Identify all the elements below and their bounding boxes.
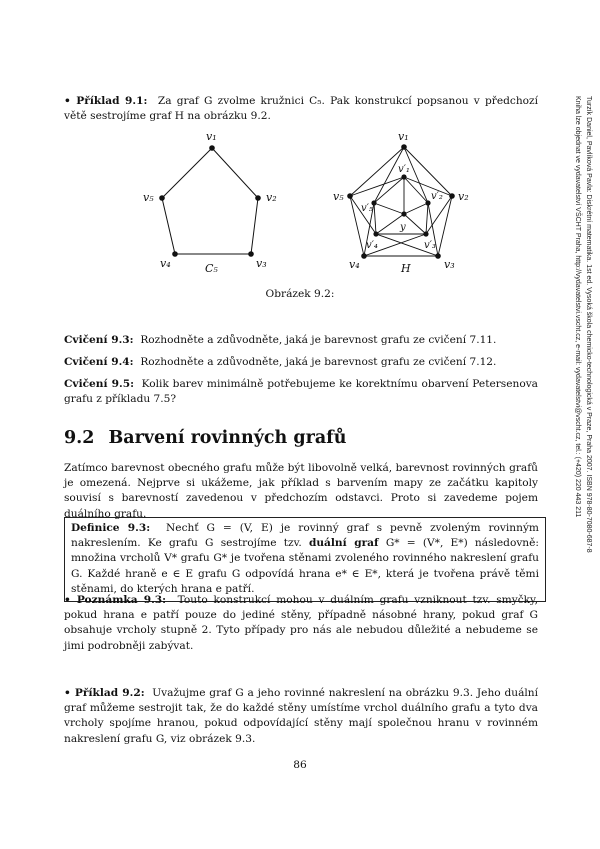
graph-c5 xyxy=(162,148,258,254)
h-vertex-y xyxy=(401,211,406,216)
h-label-y: y xyxy=(400,222,406,233)
c5-vertex-5 xyxy=(159,195,165,201)
h-graph-name: H xyxy=(401,262,411,275)
note-9-3 xyxy=(64,593,538,654)
c5-label-v4: v₄ xyxy=(160,257,171,270)
h-vertex-v5 xyxy=(347,193,353,199)
section-heading xyxy=(64,428,346,448)
example-9-2-text: Uvažujme graf G a jeho rovinné nakreslení na obrázku 9.3. Jeho duální graf můžeme sestrojit tak, že do každé stěny umístíme vrchol duálního grafu a tyto dva vrcholy spojíme hranou, pokud odpovídající stěny mají společnou hranu v rovinném nakreslení grafu G, viz obrázek 9.3. xyxy=(64,687,538,745)
note-heading: • Poznámka 9.3: xyxy=(64,594,167,606)
c5-label-v3: v₃ xyxy=(256,257,267,270)
c5-vertex-3 xyxy=(248,251,254,257)
h-vertex-v3-prime xyxy=(423,231,428,236)
h-vertex-v1-prime xyxy=(401,174,406,179)
side-note-line-1: Turzík Daniel, Pavlíková Pavla: Diskrétní matematika. 1st ed. Vysoká škola chemicko-technologická v Praze, Praha 2007. ISBN 978-80-7080-687-8 xyxy=(585,96,592,553)
h-vertex-v1 xyxy=(401,144,407,150)
h-label-v3: v₃ xyxy=(444,258,455,271)
exercise-9-3-text: Rozhodněte a zdůvodněte, jaká je barevnost grafu ze cvičení 7.11. xyxy=(140,334,497,346)
section-number: 9.2 xyxy=(64,428,95,448)
h-label-v5: v₅ xyxy=(333,190,344,203)
definition-text-1: Nechť G = (V, E) je rovinný graf s pevně zvoleným rovinným nakreslením. Ke grafu G sestrojíme tzv. xyxy=(71,522,539,550)
figure-9-2 xyxy=(0,0,600,300)
example-9-1-text: Za graf G zvolme kružnici C₅. Pak konstrukcí popsanou v předchozí větě sestrojíme graf H na obrázku 9.2. xyxy=(64,95,538,123)
page-number: 86 xyxy=(293,759,307,771)
exercise-9-5 xyxy=(64,377,538,407)
definition-heading: Definice 9.3: xyxy=(71,522,151,534)
c5-label-v1: v₁ xyxy=(206,130,217,143)
h-vertex-v2-prime xyxy=(425,200,430,205)
note-text: Touto konstrukcí mohou v duálním grafu vzniknout tzv. smyčky, pokud hrana e patří pouze do jediné stěny, případně násobné hrany, pokud graf G obsahuje vrcholy stupně 2. Tyto případy pro nás ale nebudou důležité a nebudeme se jimi podrobněji zabývat. xyxy=(64,594,538,652)
h-label-v5-prime: v′₅ xyxy=(361,203,373,214)
h-vertex-v2 xyxy=(449,193,455,199)
h-vertex-v3 xyxy=(435,253,441,259)
h-label-v3-prime: v′₃ xyxy=(424,240,436,251)
c5-vertex-1 xyxy=(209,145,215,151)
exercise-9-5-text: Kolik barev minimálně potřebujeme ke korektnímu obarvení Petersenova grafu z příkladu 7.5? xyxy=(64,378,538,406)
h-label-v4-prime: v′₄ xyxy=(366,240,378,251)
figure-caption: Obrázek 9.2: xyxy=(265,288,335,300)
side-note-line-2: Kniha lze objednat ve vydavatelství VŠCHT Praha, http://vydavatelstvi.vscht.cz, e-mail: vydavatelstvi@vscht.cz, tel.: (+420) 220 443 211 xyxy=(574,96,581,518)
c5-graph-name: C₅ xyxy=(205,262,218,275)
example-9-1-heading: • Příklad 9.1: xyxy=(64,95,148,107)
exercise-9-3 xyxy=(64,333,538,348)
h-label-v2: v₂ xyxy=(458,190,469,203)
exercise-9-5-heading: Cvičení 9.5: xyxy=(64,378,135,390)
section-title: Barvení rovinných grafů xyxy=(108,428,347,448)
h-label-v2-prime: v′₂ xyxy=(431,191,443,202)
exercise-9-4 xyxy=(64,355,538,370)
c5-label-v2: v₂ xyxy=(266,191,277,204)
c5-vertex-2 xyxy=(255,195,261,201)
definition-text-2: G* = (V*, E*) následovně: množina vrcholů V* grafu G* je tvořena stěnami zvoleného rovinného nakreslení grafu G. Každé hraně e ∈ E grafu G odpovídá hrana e* ∈ E*, která je tvořena právě těmi stěnami, do kterých hrana e patří. xyxy=(71,537,539,595)
section-intro: Zatímco barevnost obecného grafu může být libovolně velká, barevnost rovinných grafů je omezená. Nejprve si ukážeme, jak příklad s barvením mapy ze začátku kapitoly souvisí s barevností zavedenou v předchozím odstavci. Proto si zavedeme pojem duálního grafu. xyxy=(64,462,538,520)
example-9-2-heading: • Příklad 9.2: xyxy=(64,687,145,699)
h-vertex-v4-prime xyxy=(373,231,378,236)
h-label-v1-prime: v′₁ xyxy=(398,164,410,175)
definition-term: duální graf xyxy=(308,537,379,550)
h-label-v4: v₄ xyxy=(349,258,360,271)
exercise-9-3-heading: Cvičení 9.3: xyxy=(64,334,134,346)
definition-9-3 xyxy=(64,517,546,602)
c5-label-v5: v₅ xyxy=(143,191,154,204)
example-9-2 xyxy=(64,686,538,747)
h-vertex-v4 xyxy=(361,253,367,259)
c5-vertex-4 xyxy=(172,251,178,257)
h-label-v1: v₁ xyxy=(398,130,409,143)
exercise-9-4-heading: Cvičení 9.4: xyxy=(64,356,134,368)
exercise-9-4-text: Rozhodněte a zdůvodněte, jaká je barevnost grafu ze cvičení 7.12. xyxy=(140,356,497,368)
